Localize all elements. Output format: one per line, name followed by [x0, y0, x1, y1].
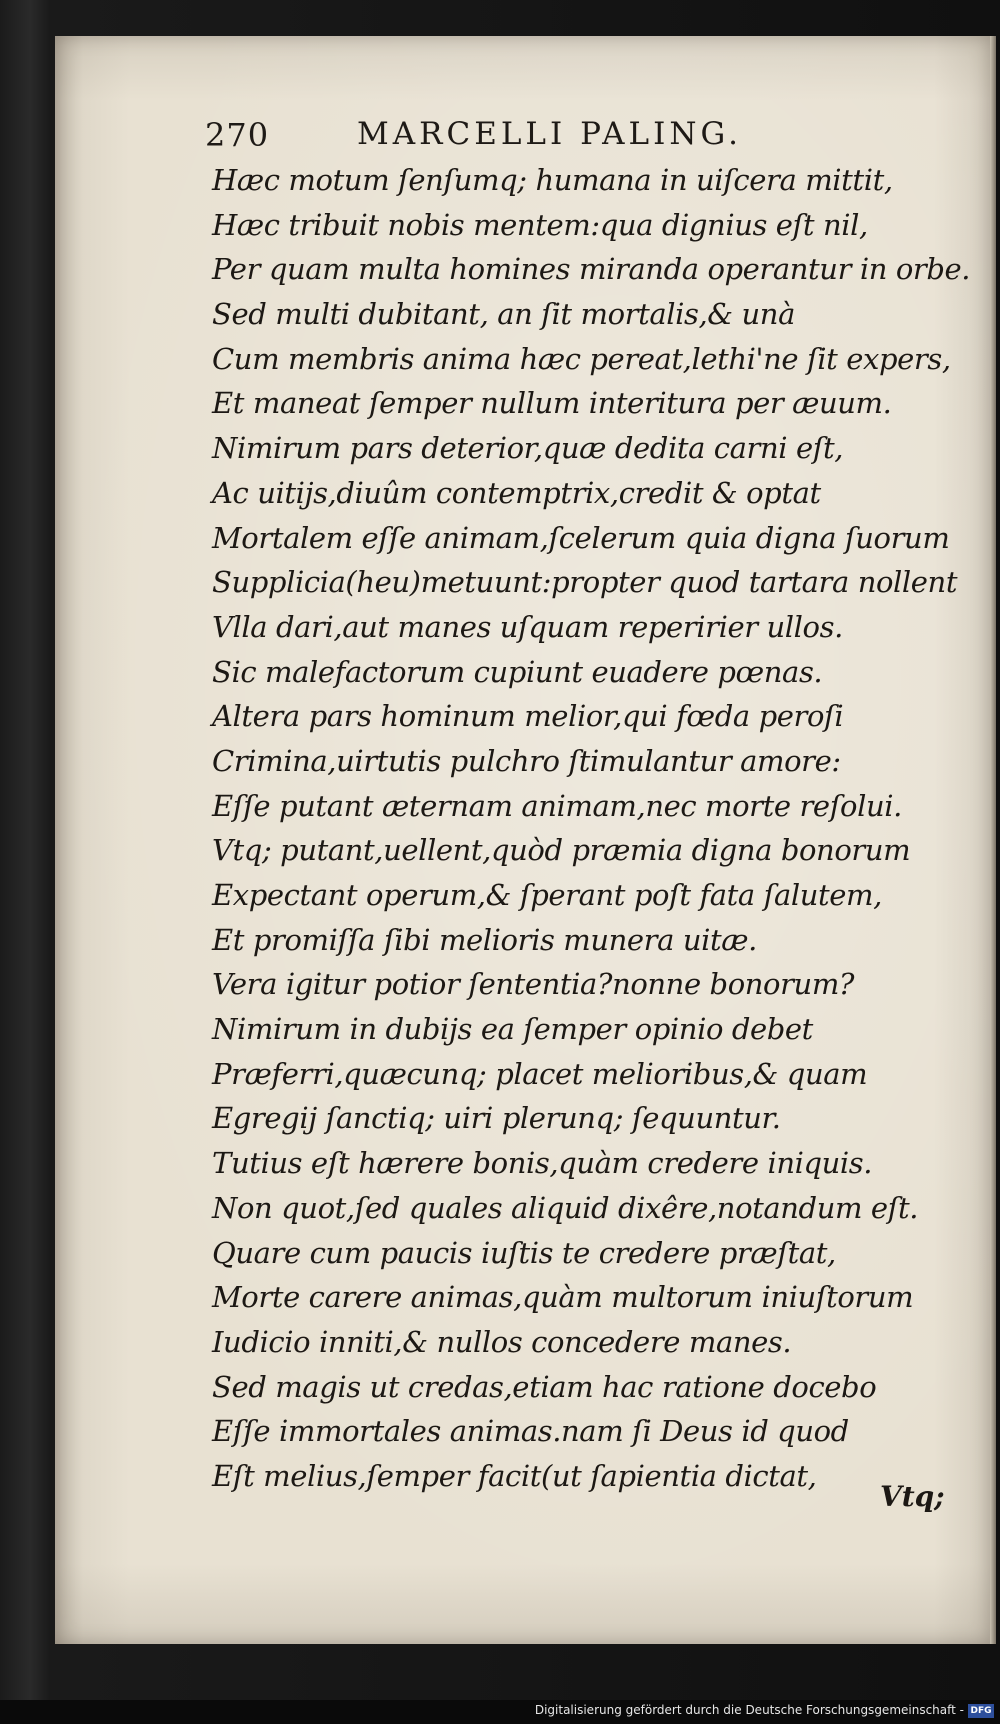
running-head: MARCELLI PALING. — [357, 116, 742, 152]
verse-line: Morte carere animas,quàm multorum iniuſtorum — [212, 1280, 914, 1315]
verse-line: Sed magis ut credas,etiam hac ratione docebo — [212, 1369, 877, 1404]
verse-line: Mortalem eſſe animam,ſcelerum quia digna ſuorum — [212, 520, 950, 555]
footer-bar — [0, 1700, 1000, 1724]
verse-line: Crimina,uirtutis pulchro ſtimulantur amore: — [212, 743, 841, 778]
verse-line: Cum membris anima hæc pereat,lethi'ne ſit expers, — [212, 341, 951, 376]
verse-line: Eſſe putant æternam animam,nec morte reſolui. — [212, 788, 902, 823]
verse-line: Nimirum pars deterior,quæ dedita carni eſt, — [212, 431, 844, 466]
verse-line: Eſt melius,ſemper facit(ut ſapientia dictat, — [212, 1458, 817, 1493]
verse-line: Præferri,quæcunq; placet melioribus,& quam — [212, 1056, 868, 1091]
verse-line: Eſſe immortales animas.nam ſi Deus id quod — [212, 1414, 849, 1449]
catchword: Vtq; — [880, 1480, 945, 1513]
verse-line: Vera igitur potior ſententia?nonne bonorum? — [212, 967, 855, 1002]
page-header — [205, 112, 805, 156]
verse-line: Per quam multa homines miranda operantur in orbe. — [212, 252, 971, 287]
verse-line: Sic malefactorum cupiunt euadere pœnas. — [212, 654, 823, 689]
verse-line: Nimirum in dubijs ea ſemper opinio debet — [212, 1012, 813, 1047]
verse-line: Hæc motum ſenſumq; humana in uiſcera mittit, — [212, 163, 893, 197]
funding-notice: Digitalisierung gefördert durch die Deutsche Forschungsgemeinschaft - — [534, 1703, 964, 1717]
verse-line: Expectant operum,& ſperant poſt fata ſalutem, — [212, 878, 882, 912]
page-number: 270 — [205, 116, 270, 154]
verse-line: Altera pars hominum melior,qui fœda peroſi — [212, 699, 844, 734]
verse-text — [212, 158, 971, 1499]
verse-line: Egregij ſanctiq; uiri plerunq; ſequuntur. — [212, 1101, 781, 1136]
dfg-logo-icon: DFG — [968, 1704, 994, 1718]
verse-line: Tutius eſt hærere bonis,quàm credere iniquis. — [212, 1146, 873, 1181]
verse-line: Vlla dari,aut manes uſquam reperirier ullos. — [212, 609, 843, 644]
verse-line: Ac uitijs,diuûm contemptrix,credit & optat — [212, 475, 821, 510]
verse-line: Sed multi dubitant, an ſit mortalis,& unà — [212, 297, 795, 332]
verse-line: Hæc tribuit nobis mentem:qua dignius eſt nil, — [212, 207, 868, 242]
verse-line: Non quot,ſed quales aliquid dixêre,notandum eſt. — [212, 1190, 919, 1225]
verse-line: Iudicio inniti,& nullos concedere manes. — [212, 1324, 792, 1359]
verse-line: Quare cum paucis iuſtis te credere præſtat, — [212, 1235, 836, 1270]
verse-line: Vtq; putant,uellent,quòd præmia digna bonorum — [212, 833, 911, 868]
verse-line: Et promiſſa ſibi melioris munera uitæ. — [212, 922, 757, 957]
page-edge — [990, 36, 996, 1644]
verse-line: Et maneat ſemper nullum interitura per æuum. — [212, 386, 892, 421]
verse-line: Supplicia(heu)metuunt:propter quod tartara nollent — [212, 565, 958, 600]
